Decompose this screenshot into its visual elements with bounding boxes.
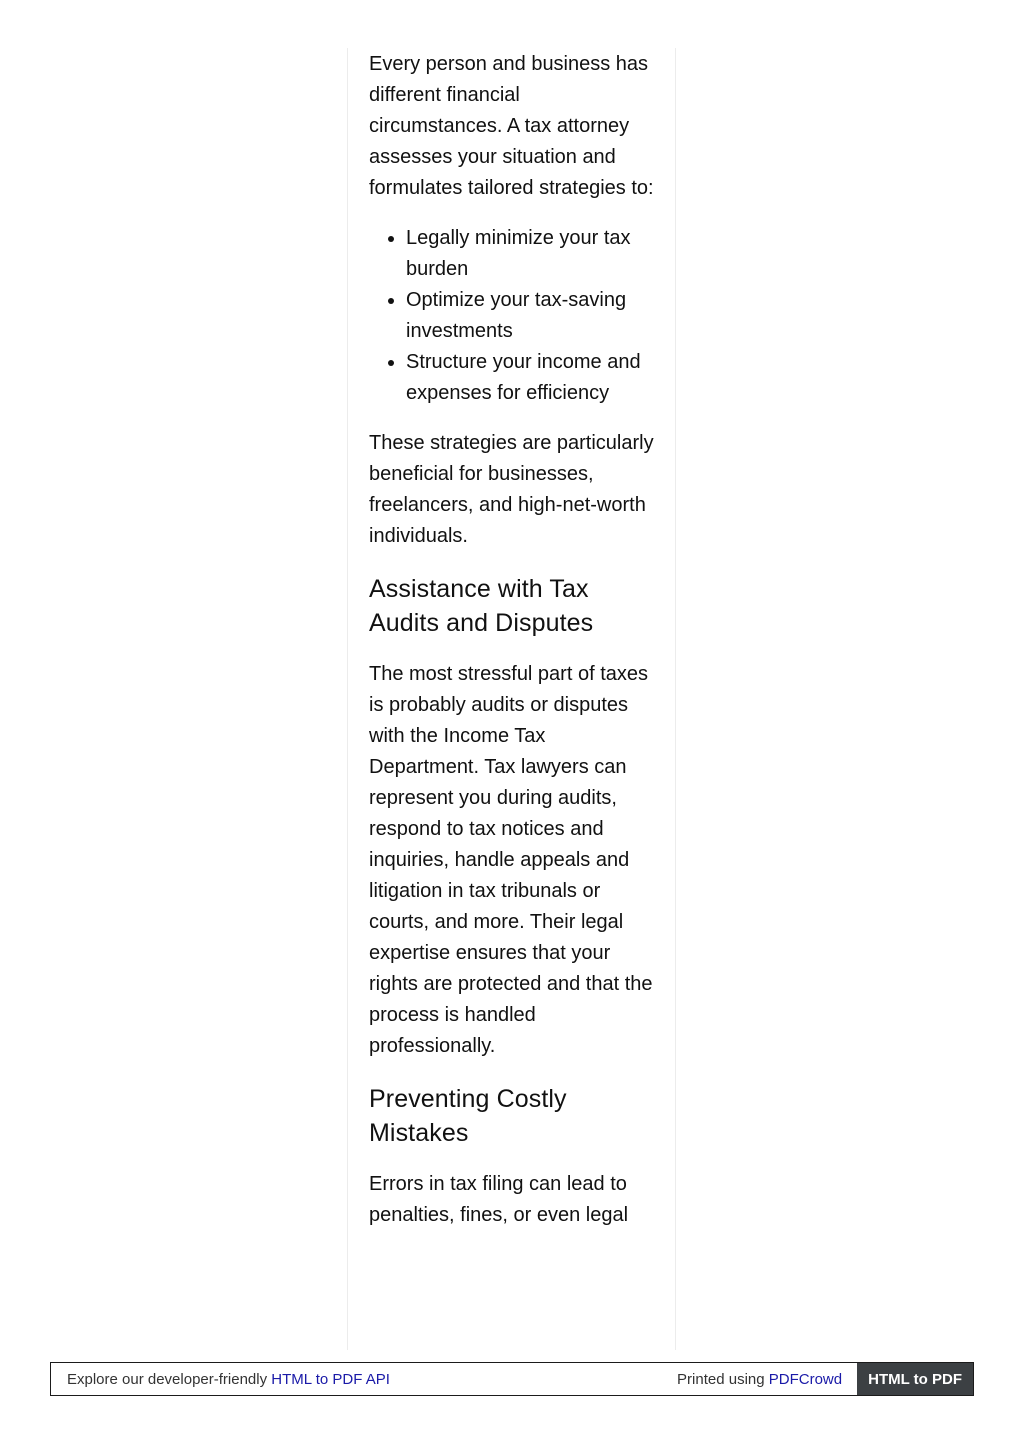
list-item: • Legally minimize your tax burden (406, 223, 655, 285)
footer-explore-text: Explore our developer-friendly (67, 1370, 272, 1388)
mistakes-heading: Preventing Costly Mistakes (369, 1085, 567, 1147)
html-to-pdf-api-link[interactable]: HTML to PDF API (271, 1370, 390, 1388)
html-to-pdf-badge[interactable]: HTML to PDF (857, 1363, 973, 1395)
audits-heading: Assistance with Tax Audits and Disputes (369, 575, 594, 637)
audits-paragraph: The most stressful part of taxes is probably audits or disputes with the Income Tax Department. Tax lawyers can represent you during audits, respond to tax notices and inquiries, handle appeals and litigation in tax tribunals or courts, and more. Their legal expertise ensures that your rights are protected and that the process is handled professionally. (369, 663, 653, 1057)
strategies-paragraph: These strategies are particularly beneficial for businesses, freelancers, and high-net-worth individuals. (369, 432, 654, 547)
pdfcrowd-footer-bar (50, 1362, 974, 1396)
list-item: • Structure your income and expenses for efficiency (406, 347, 655, 409)
footer-explore (51, 1371, 677, 1388)
article-column (347, 48, 676, 1350)
mistakes-paragraph: Errors in tax filing can lead to penalties, fines, or even legal (369, 1173, 629, 1226)
intro-paragraph: Every person and business has different financial circumstances. A tax attorney assesses your situation and formulates tailored strategies to: (369, 53, 654, 199)
pdfcrowd-link[interactable]: PDFCrowd (768, 1370, 843, 1388)
footer-printed-text: Printed using (677, 1370, 769, 1388)
footer-printed (677, 1371, 857, 1388)
list-item: • Optimize your tax-saving investments (406, 285, 655, 347)
strategy-bullet-list (369, 223, 655, 409)
